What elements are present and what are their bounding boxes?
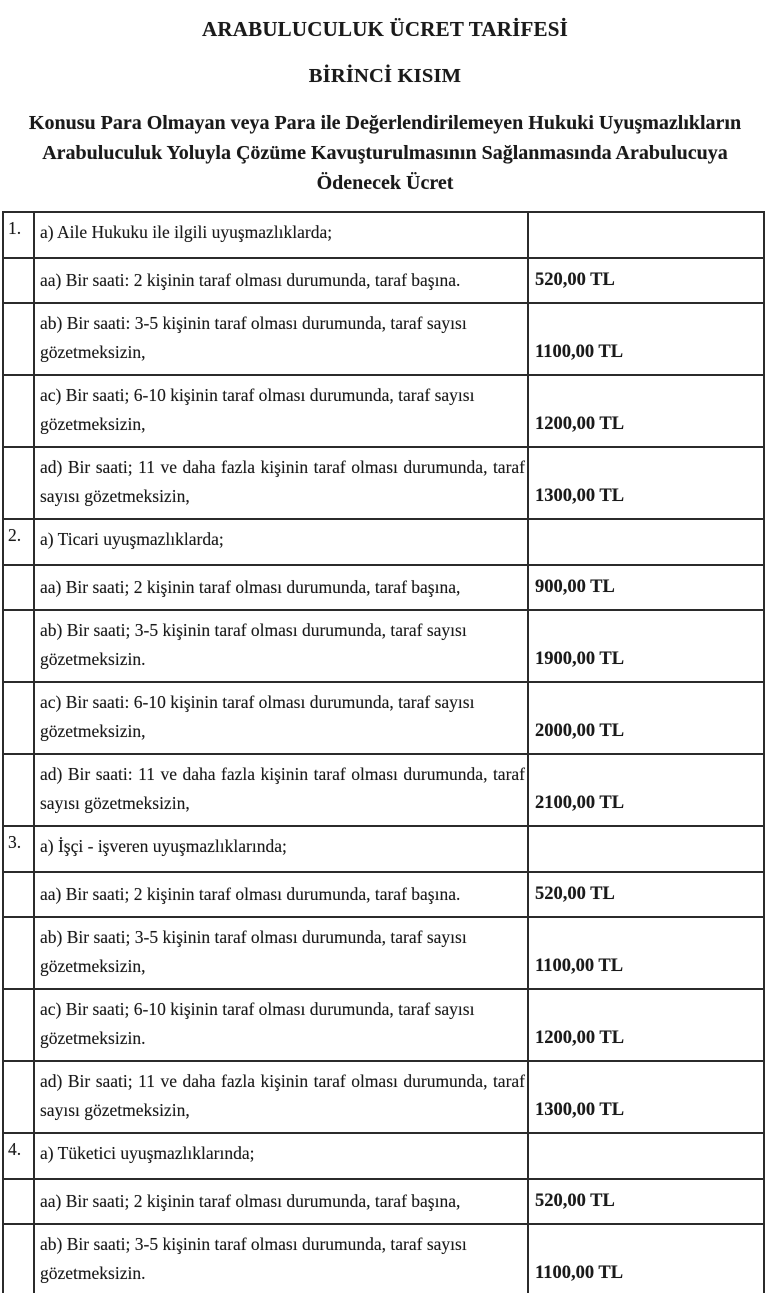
row-description: aa) Bir saati; 2 kişinin taraf olması durumunda, taraf başına, (35, 566, 529, 609)
number-cell (4, 1225, 35, 1293)
table-row (4, 990, 763, 1062)
fee-cell: 2000,00 TL (535, 721, 625, 741)
row-description: ac) Bir saati; 6-10 kişinin taraf olması durumunda, taraf sayısı gözetmeksizin, (35, 376, 529, 446)
fee-cell (529, 827, 763, 871)
row-description: aa) Bir saati; 2 kişinin taraf olması durumunda, taraf başına. (35, 873, 529, 916)
fee-cell: 520,00 TL (535, 884, 615, 904)
table-row (4, 1180, 763, 1225)
row-description: ab) Bir saati; 3-5 kişinin taraf olması durumunda, taraf sayısı gözetmeksizin, (35, 918, 529, 988)
fee-cell: 1100,00 TL (535, 342, 624, 362)
section-number: 2. (4, 520, 35, 564)
fee-cell (529, 1134, 763, 1178)
page-title: ARABULUCULUK ÜCRET TARİFESİ (202, 17, 568, 41)
row-description: ad) Bir saati: 11 ve daha fazla kişinin taraf olması durumunda, taraf sayısı gözetmeksizin, (35, 755, 529, 825)
table-row (4, 1062, 763, 1134)
table-row-section (4, 1134, 763, 1180)
row-description: ab) Bir saati: 3-5 kişinin taraf olması durumunda, taraf sayısı gözetmeksizin, (35, 304, 529, 374)
number-cell (4, 918, 35, 988)
row-description: ac) Bir saati; 6-10 kişinin taraf olması durumunda, taraf sayısı gözetmeksizin. (35, 990, 529, 1060)
table-row (4, 376, 763, 448)
section-number: 1. (4, 213, 35, 257)
fee-cell (529, 520, 763, 564)
number-cell (4, 376, 35, 446)
number-cell (4, 259, 35, 302)
table-row (4, 259, 763, 304)
number-cell (4, 566, 35, 609)
number-cell (4, 873, 35, 916)
part-title: BİRİNCİ KISIM (308, 65, 462, 87)
row-description: ad) Bir saati; 11 ve daha fazla kişinin taraf olması durumunda, taraf sayısı gözetmeksizin, (35, 1062, 529, 1132)
table-row (4, 683, 763, 755)
row-description: ab) Bir saati; 3-5 kişinin taraf olması durumunda, taraf sayısı gözetmeksizin. (35, 1225, 529, 1293)
row-description: aa) Bir saati: 2 kişinin taraf olması durumunda, taraf başına. (35, 259, 529, 302)
table-row (4, 448, 763, 520)
row-description: ac) Bir saati: 6-10 kişinin taraf olması durumunda, taraf sayısı gözetmeksizin, (35, 683, 529, 753)
table-row-section (4, 213, 763, 259)
document-header (0, 0, 770, 198)
fee-cell: 1100,00 TL (535, 956, 624, 976)
number-cell (4, 755, 35, 825)
fee-cell: 900,00 TL (535, 577, 615, 597)
section-title: a) Ticari uyuşmazlıklarda; (35, 520, 529, 564)
table-row-section (4, 520, 763, 566)
lead-line: Ödenecek Ücret (316, 172, 454, 194)
lead-paragraph (12, 108, 758, 198)
table-row (4, 611, 763, 683)
fee-cell: 1900,00 TL (535, 649, 625, 669)
fee-cell: 520,00 TL (535, 1191, 615, 1211)
fee-cell (529, 213, 763, 257)
row-description: ab) Bir saati; 3-5 kişinin taraf olması durumunda, taraf sayısı gözetmeksizin. (35, 611, 529, 681)
table-row (4, 918, 763, 990)
fee-cell: 1200,00 TL (535, 414, 625, 434)
fee-cell: 1200,00 TL (535, 1028, 625, 1048)
number-cell (4, 990, 35, 1060)
fee-cell: 1300,00 TL (535, 1100, 625, 1120)
table-row-section (4, 827, 763, 873)
table-row (4, 1225, 763, 1293)
number-cell (4, 448, 35, 518)
section-title: a) İşçi - işveren uyuşmazlıklarında; (35, 827, 529, 871)
fee-cell: 1100,00 TL (535, 1263, 624, 1283)
fee-table (2, 211, 765, 1293)
section-number: 3. (4, 827, 35, 871)
fee-cell: 2100,00 TL (535, 793, 625, 813)
table-row (4, 304, 763, 376)
number-cell (4, 611, 35, 681)
table-row (4, 566, 763, 611)
number-cell (4, 304, 35, 374)
number-cell (4, 683, 35, 753)
section-number: 4. (4, 1134, 35, 1178)
fee-cell: 520,00 TL (535, 270, 615, 290)
table-row (4, 873, 763, 918)
lead-line: Arabuluculuk Yoluyla Çözüme Kavuşturulmasının Sağlanmasında Arabulucuya (42, 142, 728, 164)
section-title: a) Tüketici uyuşmazlıklarında; (35, 1134, 529, 1178)
lead-line: Konusu Para Olmayan veya Para ile Değerlendirilemeyen Hukuki Uyuşmazlıkların (28, 112, 742, 134)
row-description: aa) Bir saati; 2 kişinin taraf olması durumunda, taraf başına, (35, 1180, 529, 1223)
row-description: ad) Bir saati; 11 ve daha fazla kişinin taraf olması durumunda, taraf sayısı gözetmeksizin, (35, 448, 529, 518)
number-cell (4, 1180, 35, 1223)
fee-cell: 1300,00 TL (535, 486, 625, 506)
table-row (4, 755, 763, 827)
section-title: a) Aile Hukuku ile ilgili uyuşmazlıklarda; (35, 213, 529, 257)
number-cell (4, 1062, 35, 1132)
